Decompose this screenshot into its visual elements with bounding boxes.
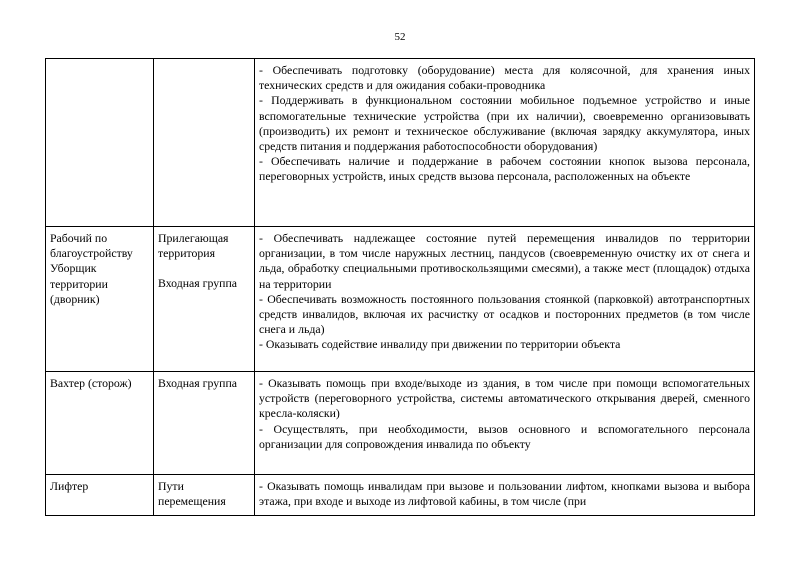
duties-cell (255, 227, 755, 372)
duty-item: - Обеспечивать наличие и поддержание в рабочем состоянии кнопок вызова персонала, переговорных устройств, иных средств вызова персонала, расположенных на объекте (259, 154, 750, 184)
role-text: Уборщик территории (дворник) (50, 261, 108, 306)
zone-text: Входная группа (158, 276, 237, 291)
duty-item: - Оказывать помощь инвалидам при вызове и пользовании лифтом, кнопками вызова и выбора этажа, при входе и выходе из лифтовой кабины, в том числе (при (259, 479, 750, 509)
role-cell (46, 475, 154, 516)
duty-item: - Оказывать помощь при входе/выходе из здания, в том числе при помощи вспомогательных устройств (переговорного устройства, системы автоматического открывания дверей, сменного кресла-коляски) (259, 376, 750, 421)
duty-item: - Осуществлять, при необходимости, вызов основного и вспомогательного персонала организации для сопровождения инвалида по объекту (259, 421, 750, 451)
table-row (46, 227, 755, 372)
duties-cell (255, 59, 755, 227)
duty-item: - Обеспечивать надлежащее состояние путей перемещения инвалидов по территории организации, в том числе наружных лестниц, пандусов (своевременную очистку их от снега и льда, обработку специальными противоскользящими смесями), а также мест (площадок) отдыха на территории (259, 231, 750, 291)
zone-cell (154, 59, 255, 227)
duty-item: - Оказывать содействие инвалиду при движении по территории объекта (259, 337, 621, 352)
duties-cell (255, 372, 755, 475)
zone-text: Пути перемещения (158, 479, 226, 509)
zone-text: Входная группа (158, 376, 237, 390)
page-number: 52 (394, 31, 406, 43)
zone-text: Прилегающая территория (158, 231, 229, 261)
role-text: Лифтер (50, 479, 89, 493)
role-cell (46, 59, 154, 227)
duty-item: - Поддерживать в функциональном состоянии мобильное подъемное устройство и иные вспомогательные технические устройства (при их наличии), своевременно организовывать (производить) их ремонт и техническое обслуживание (включая зарядку аккумулятора, иных средств питания и поддержания работоспособности оборудования) (259, 93, 750, 154)
role-cell (46, 372, 154, 475)
table-row (46, 475, 755, 516)
zone-cell (154, 475, 255, 516)
role-text: Рабочий по благоустройству (50, 231, 133, 261)
role-text: Вахтер (сторож) (50, 376, 132, 390)
role-cell (46, 227, 154, 372)
duties-cell (255, 475, 755, 516)
responsibilities-table (45, 58, 755, 516)
duty-item: - Обеспечивать подготовку (оборудование) места для колясочной, для хранения иных технических средств и для ожидания собаки-проводника (259, 63, 750, 93)
zone-cell (154, 372, 255, 475)
duty-item: - Обеспечивать возможность постоянного пользования стоянкой (парковкой) автотранспортных средств инвалидов, включая их расчистку от осадков и посторонних предметов (в том числе снега и льда) (259, 291, 750, 337)
table-row (46, 59, 755, 227)
zone-spacer (158, 261, 250, 276)
zone-cell (154, 227, 255, 372)
table-row (46, 372, 755, 475)
